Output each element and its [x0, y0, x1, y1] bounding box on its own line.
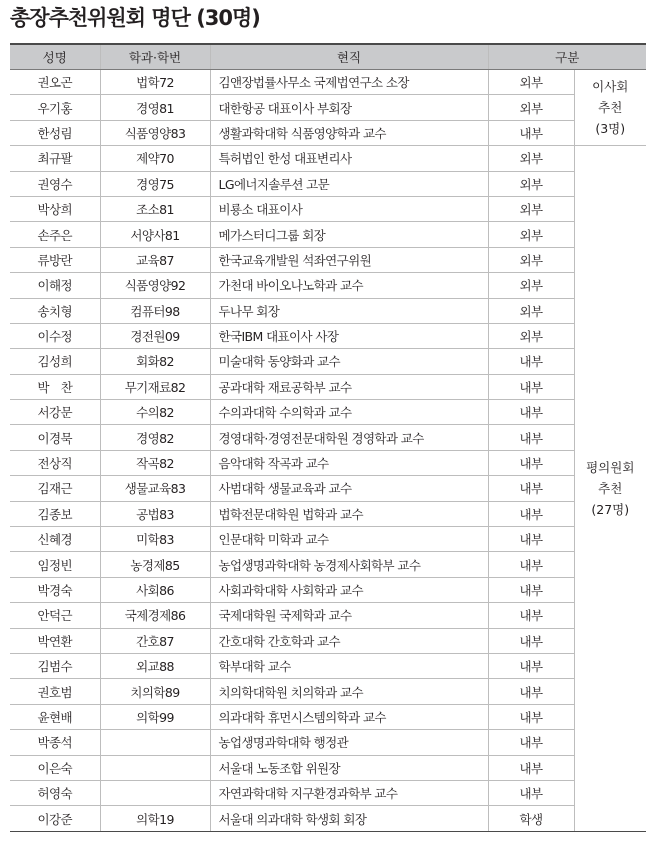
member-name: 한성림	[10, 120, 100, 145]
table-row	[10, 780, 646, 805]
table-row	[10, 374, 646, 399]
table-row	[10, 400, 646, 425]
member-type: 내부	[488, 374, 574, 399]
member-job: 인문대학 미학과 교수	[210, 527, 488, 552]
member-major: 경영81	[100, 95, 210, 120]
member-name: 김재근	[10, 476, 100, 501]
member-major: 미학83	[100, 527, 210, 552]
member-job: 간호대학 간호학과 교수	[210, 628, 488, 653]
member-major: 식품영양83	[100, 120, 210, 145]
table-row	[10, 222, 646, 247]
member-job: 음악대학 작곡과 교수	[210, 450, 488, 475]
member-job: 메가스터디그룹 회장	[210, 222, 488, 247]
member-name: 이은숙	[10, 755, 100, 780]
member-type: 내부	[488, 400, 574, 425]
member-job: 치의학대학원 치의학과 교수	[210, 679, 488, 704]
table-row	[10, 755, 646, 780]
member-job: 공과대학 재료공학부 교수	[210, 374, 488, 399]
header-major: 학과·학번	[100, 44, 210, 70]
member-major: 서양사81	[100, 222, 210, 247]
member-name: 안덕근	[10, 603, 100, 628]
group-count: (27명)	[591, 501, 630, 517]
member-major	[100, 780, 210, 805]
member-name: 권영수	[10, 171, 100, 196]
table-row	[10, 476, 646, 501]
table-row	[10, 628, 646, 653]
member-type: 내부	[488, 577, 574, 602]
table-row	[10, 425, 646, 450]
member-name: 허영숙	[10, 780, 100, 805]
table-header-row	[10, 44, 646, 70]
member-type: 외부	[488, 298, 574, 323]
member-name: 김범수	[10, 653, 100, 678]
member-type: 내부	[488, 349, 574, 374]
member-name: 박종석	[10, 730, 100, 755]
member-type: 내부	[488, 755, 574, 780]
member-major: 컴퓨터98	[100, 298, 210, 323]
member-major: 작곡82	[100, 450, 210, 475]
member-type: 내부	[488, 780, 574, 805]
member-name: 김종보	[10, 501, 100, 526]
table-row	[10, 603, 646, 628]
member-name: 박 찬	[10, 374, 100, 399]
member-name: 이수정	[10, 323, 100, 348]
member-job: 비룡소 대표이사	[210, 196, 488, 221]
group-line1: 평의원회	[586, 459, 635, 475]
member-major: 무기재료82	[100, 374, 210, 399]
member-type: 학생	[488, 806, 574, 831]
member-type: 내부	[488, 527, 574, 552]
member-major: 식품영양92	[100, 273, 210, 298]
member-job: 수의과대학 수의학과 교수	[210, 400, 488, 425]
member-major: 공법83	[100, 501, 210, 526]
member-job: LG에너지솔루션 고문	[210, 171, 488, 196]
member-major: 간호87	[100, 628, 210, 653]
header-name: 성명	[10, 44, 100, 70]
table-row	[10, 146, 646, 171]
member-name: 이경묵	[10, 425, 100, 450]
member-major: 법학72	[100, 70, 210, 95]
member-major: 농경제85	[100, 552, 210, 577]
table-row	[10, 527, 646, 552]
member-major: 교육87	[100, 247, 210, 272]
member-job: 법학전문대학원 법학과 교수	[210, 501, 488, 526]
member-name: 류방란	[10, 247, 100, 272]
page-title: 총장추천위원회 명단 (30명)	[10, 6, 260, 30]
member-job: 사회과학대학 사회학과 교수	[210, 577, 488, 602]
member-job: 서울대 노동조합 위원장	[210, 755, 488, 780]
member-name: 박상희	[10, 196, 100, 221]
member-name: 권오곤	[10, 70, 100, 95]
member-job: 농업생명과학대학 농경제사회학부 교수	[210, 552, 488, 577]
member-major	[100, 755, 210, 780]
member-major: 국제경제86	[100, 603, 210, 628]
member-major	[100, 730, 210, 755]
group-line2: 추천	[598, 480, 623, 496]
table-row	[10, 120, 646, 145]
member-name: 전상직	[10, 450, 100, 475]
member-name: 이강준	[10, 806, 100, 831]
member-job: 특허법인 한성 대표변리사	[210, 146, 488, 171]
member-major: 경전원09	[100, 323, 210, 348]
member-job: 한국교육개발원 석좌연구위원	[210, 247, 488, 272]
member-major: 경영75	[100, 171, 210, 196]
member-job: 대한항공 대표이사 부회장	[210, 95, 488, 120]
member-name: 우기홍	[10, 95, 100, 120]
member-job: 가천대 바이오나노학과 교수	[210, 273, 488, 298]
member-type: 외부	[488, 70, 574, 95]
member-type: 내부	[488, 679, 574, 704]
member-name: 윤현배	[10, 704, 100, 729]
member-job: 서울대 의과대학 학생회 회장	[210, 806, 488, 831]
member-name: 임정빈	[10, 552, 100, 577]
table-row	[10, 501, 646, 526]
member-job: 미술대학 동양화과 교수	[210, 349, 488, 374]
member-type: 외부	[488, 196, 574, 221]
member-type: 내부	[488, 730, 574, 755]
member-type: 내부	[488, 425, 574, 450]
member-job: 한국IBM 대표이사 사장	[210, 323, 488, 348]
table-row	[10, 806, 646, 831]
member-job: 사범대학 생물교육과 교수	[210, 476, 488, 501]
table-row	[10, 679, 646, 704]
table-row	[10, 247, 646, 272]
member-major: 외교88	[100, 653, 210, 678]
member-job: 자연과학대학 지구환경과학부 교수	[210, 780, 488, 805]
member-major: 회화82	[100, 349, 210, 374]
group-board	[574, 70, 646, 146]
member-name: 박경숙	[10, 577, 100, 602]
member-name: 서강문	[10, 400, 100, 425]
member-job: 경영대학·경영전문대학원 경영학과 교수	[210, 425, 488, 450]
member-major: 제약70	[100, 146, 210, 171]
member-major: 의학99	[100, 704, 210, 729]
committee-table	[10, 43, 646, 832]
table-row	[10, 323, 646, 348]
member-name: 신혜경	[10, 527, 100, 552]
table-row	[10, 577, 646, 602]
member-name: 박연환	[10, 628, 100, 653]
member-job: 농업생명과학대학 행정관	[210, 730, 488, 755]
member-type: 외부	[488, 247, 574, 272]
table-row	[10, 298, 646, 323]
table-row	[10, 730, 646, 755]
group-line1: 이사회	[592, 79, 629, 95]
group-count: (3명)	[595, 121, 626, 137]
member-job: 두나무 회장	[210, 298, 488, 323]
group-line2: 추천	[598, 100, 623, 116]
table-body	[10, 70, 646, 832]
member-job: 생활과학대학 식품영양학과 교수	[210, 120, 488, 145]
member-type: 내부	[488, 552, 574, 577]
table-row	[10, 273, 646, 298]
member-major: 사회86	[100, 577, 210, 602]
member-type: 내부	[488, 120, 574, 145]
member-name: 손주은	[10, 222, 100, 247]
member-type: 외부	[488, 146, 574, 171]
table-row	[10, 349, 646, 374]
member-type: 내부	[488, 603, 574, 628]
member-job: 의과대학 휴먼시스템의학과 교수	[210, 704, 488, 729]
header-category: 구분	[488, 44, 646, 70]
member-type: 내부	[488, 628, 574, 653]
member-type: 외부	[488, 171, 574, 196]
member-type: 내부	[488, 653, 574, 678]
member-major: 의학19	[100, 806, 210, 831]
member-major: 경영82	[100, 425, 210, 450]
member-major: 수의82	[100, 400, 210, 425]
member-type: 내부	[488, 704, 574, 729]
table-row	[10, 70, 646, 95]
table-row	[10, 450, 646, 475]
member-name: 김성희	[10, 349, 100, 374]
table-row	[10, 95, 646, 120]
member-major: 조소81	[100, 196, 210, 221]
member-type: 내부	[488, 501, 574, 526]
member-type: 외부	[488, 273, 574, 298]
header-job: 현직	[210, 44, 488, 70]
group-council	[574, 146, 646, 832]
member-name: 최규팔	[10, 146, 100, 171]
member-job: 학부대학 교수	[210, 653, 488, 678]
member-name: 이해정	[10, 273, 100, 298]
member-type: 내부	[488, 450, 574, 475]
member-type: 외부	[488, 323, 574, 348]
member-type: 외부	[488, 222, 574, 247]
table-row	[10, 552, 646, 577]
member-type: 내부	[488, 476, 574, 501]
member-major: 생물교육83	[100, 476, 210, 501]
member-job: 김앤장법률사무소 국제법연구소 소장	[210, 70, 488, 95]
member-name: 권호범	[10, 679, 100, 704]
table-row	[10, 653, 646, 678]
member-major: 치의학89	[100, 679, 210, 704]
table-row	[10, 704, 646, 729]
member-name: 송치형	[10, 298, 100, 323]
member-job: 국제대학원 국제학과 교수	[210, 603, 488, 628]
member-type: 외부	[488, 95, 574, 120]
table-row	[10, 171, 646, 196]
table-row	[10, 196, 646, 221]
